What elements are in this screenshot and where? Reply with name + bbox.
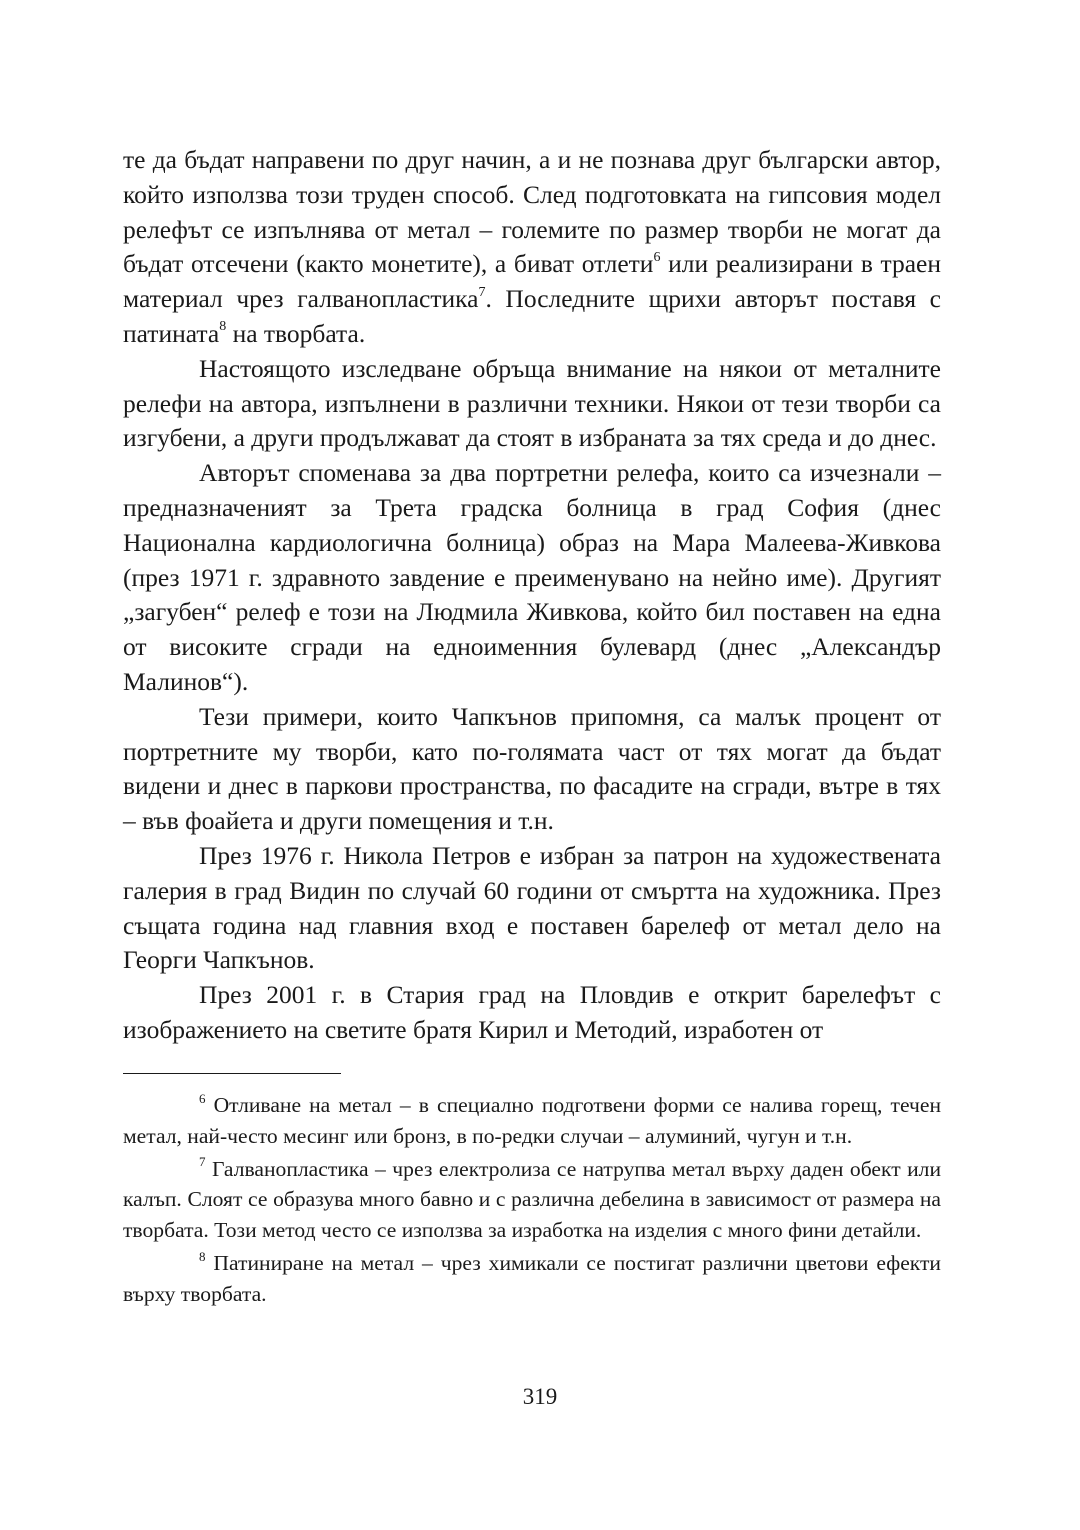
footnote-text: Отливане на метал – в специално подготвени форми се налива горещ, течен метал, най-често месинг или бронз, в по-редки случаи – алуминий, чугун и т.н. [123,1093,941,1148]
footnote-number: 8 [199,1248,206,1264]
page-body [123,143,941,1048]
footnote-text: Патиниране на метал – чрез химикали се постигат различни цветови ефекти върху творбата. [123,1250,941,1306]
paragraph-text: . Последните щрихи авторът поставя с патината [123,284,941,348]
paragraph-text: През 1976 г. Никола Петров е избран за патрон на художествената галерия в град Видин по случай 60 години от смъртта на художника. През същата година над главния вход е поставен барелеф от метал дело на Георги Чапкънов. [123,840,941,975]
footnote-text: Галванопластика – чрез електролиза се натрупва метал върху даден обект или калъп. Слоят се образува много бавно и с различна дебелина в зависимост от размера на творбата. Този метод често се използва за изработка на изделия с много фини детайли. [123,1156,941,1243]
paragraph [123,839,941,978]
paragraph [123,143,941,352]
footnote-reference[interactable]: 7 [478,284,486,300]
paragraph-text: или реализирани в траен материал чрез галванопластика [123,249,941,314]
paragraph-text: Настоящото изследване обръща внимание на някои от металните релефи на автора, изпълнени в различни техники. Някои от тези творби са изгубени, а други продължават да стоят в избраната за тях среда и до днес. [123,353,941,453]
footnote [123,1090,941,1152]
paragraph-text: те да бъдат направени по друг начин, а и не познава друг български автор, който използва този труден способ. След подготовката на гипсовия модел релефът се изпълнява от метал – големите по размер творби не могат да бъдат отсечени (както монетите), а биват отлети [123,145,941,279]
paragraph [123,700,941,839]
footnote-separator [123,1073,341,1074]
paragraph-text: на творбата. [226,318,366,348]
paragraph [123,352,941,456]
footnote [123,1154,941,1246]
footnotes [123,1090,941,1312]
footnote [123,1248,941,1310]
footnote-reference[interactable]: 6 [653,249,661,265]
page-number: 319 [522,1384,558,1409]
footnote-number: 7 [199,1154,206,1170]
paragraph [123,978,941,1048]
paragraph-text: Авторът споменава за два портретни релефа, които са изчезнали – предназначеният за Трета градска болница в град София (днес Национална кардиологична болница) образ на Мара Малеева-Живкова (през 1971 г. здравното завдение е преименувано на нейно име). Другият „загубен“ релеф е този на Людмила Живкова, който бил поставен на една от високите сгради на едноименния булевард (днес „Александър Малинов“). [123,458,941,696]
paragraph-text: През 2001 г. в Стария град на Пловдив е открит барелефът с изображението на светите братя Кирил и Методий, изработен от [123,980,941,1044]
main-text [123,143,941,1048]
footnote-reference[interactable]: 8 [219,319,227,335]
footnote-number: 6 [199,1090,206,1106]
paragraph-text: Тези примери, които Чапкънов припомня, са малък процент от портретните му творби, като по-голямата част от тях могат да бъдат видени и днес в паркови пространства, по фасадите на сгради, вътре в тях – във фоайета и други помещения и т.н. [123,701,941,836]
paragraph [123,456,941,700]
